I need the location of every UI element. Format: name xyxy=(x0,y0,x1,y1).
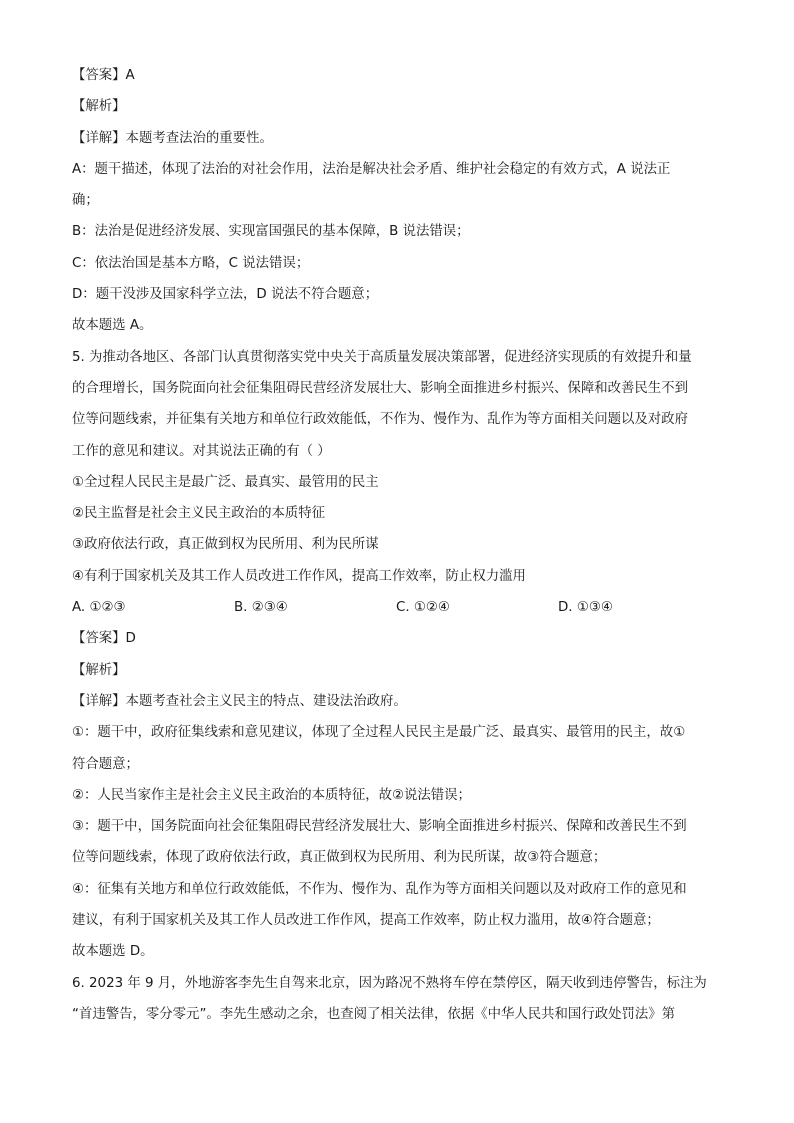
explanation-3: ③：题干中，国务院面向社会征集阻碍民营经济发展壮大、影响全面推进乡村振兴、保障和改善民生不到 xyxy=(72,819,687,835)
question-5-stem: 5. 为推动各地区、各部门认真贯彻落实党中央关于高质量发展决策部署，促进经济实现质的有效提升和量 xyxy=(72,349,692,365)
explanation-a: A：题干描述，体现了法治的对社会作用，法治是解决社会矛盾、维护社会稳定的有效方式，A 说法正 xyxy=(72,161,671,177)
answer-options xyxy=(72,592,722,623)
explanation-4: ④：征集有关地方和单位行政效能低，不作为、慢作为、乱作为等方面相关问题以及对政府工作的意见和 xyxy=(72,881,687,897)
question-6-stem: 6. 2023 年 9 月，外地游客李先生自驾来北京，因为路况不熟将车停在禁停区，隔天收到违停警告，标注为 xyxy=(72,975,707,991)
detail-text: 【详解】本题考查社会主义民主的特点、建设法治政府。 xyxy=(72,693,407,709)
statement-4: ④有利于国家机关及其工作人员改进工作作风，提高工作效率，防止权力滥用 xyxy=(72,568,526,584)
option-b: B. ②③④ xyxy=(234,600,288,616)
answer-label: 【答案】A xyxy=(72,68,135,83)
question-6-stem-cont: “首违警告，零分零元”。李先生感动之余，也查阅了相关法律，依据《中华人民共和国行政处罚法》第 xyxy=(72,1006,676,1022)
statement-2: ②民主监督是社会主义民主政治的本质特征 xyxy=(72,506,326,522)
conclusion: 故本题选 D。 xyxy=(72,944,154,960)
explanation-1-cont: 符合题意； xyxy=(72,756,139,772)
explanation-2: ②：人民当家作主是社会主义民主政治的本质特征，故②说法错误； xyxy=(72,787,471,803)
explanation-4-cont: 建议，有利于国家机关及其工作人员改进工作作风，提高工作效率，防止权力滥用，故④符合题意； xyxy=(72,913,660,929)
statement-1: ①全过程人民民主是最广泛、最真实、最管用的民主 xyxy=(72,474,379,490)
option-d: D. ①③④ xyxy=(558,600,613,616)
statement-3: ③政府依法行政，真正做到权为民所用、利为民所谋 xyxy=(72,537,379,553)
explanation-1: ①：题干中，政府征集线索和意见建议，体现了全过程人民民主是最广泛、最真实、最管用的民主，故① xyxy=(72,725,686,741)
option-a: A. ①②③ xyxy=(72,600,126,616)
question-5-stem-cont: 的合理增长，国务院面向社会征集阻碍民营经济发展壮大、影响全面推进乡村振兴、保障和改善民生不到 xyxy=(72,380,688,396)
answer-label: 【答案】D xyxy=(72,631,136,647)
question-5-stem-cont: 工作的意见和建议。对其说法正确的有（ ） xyxy=(72,443,331,459)
analysis-label: 【解析】 xyxy=(72,662,126,678)
analysis-label: 【解析】 xyxy=(72,99,126,115)
explanation-d: D：题干没涉及国家科学立法，D 说法不符合题意； xyxy=(72,287,379,303)
conclusion: 故本题选 A。 xyxy=(72,318,153,334)
explanation-b: B：法治是促进经济发展、实现富国强民的基本保障，B 说法错误； xyxy=(72,224,470,240)
explanation-3-cont: 位等问题线索，体现了政府依法行政，真正做到权为民所用、利为民所谋，故③符合题意； xyxy=(72,850,607,866)
explanation-a-cont: 确； xyxy=(72,193,99,209)
question-5-stem-cont: 位等问题线索，并征集有关地方和单位行政效能低，不作为、慢作为、乱作为等方面相关问题以及对政府 xyxy=(72,412,688,428)
option-c: C. ①②④ xyxy=(396,600,450,616)
explanation-c: C：依法治国是基本方略，C 说法错误； xyxy=(72,255,310,271)
document-page xyxy=(72,60,722,1030)
detail-text: 【详解】本题考查法治的重要性。 xyxy=(72,130,273,146)
